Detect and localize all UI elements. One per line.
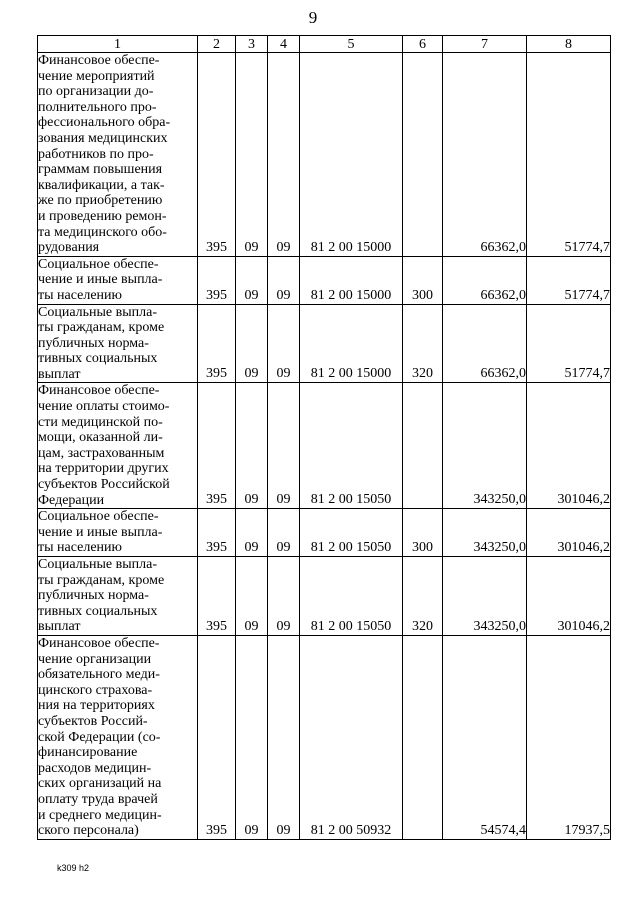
row-name-line: субъектов Российской [38, 477, 170, 493]
executed-amount-cell: 17937,5 [527, 635, 611, 839]
row-name-line: чение и иные выпла- [38, 524, 163, 540]
row-name-line: чение и иные выпла- [38, 272, 163, 288]
expense-type-cell [403, 53, 443, 257]
approved-amount-cell: 54574,4 [443, 635, 527, 839]
table-row [38, 383, 611, 509]
budget-table [37, 35, 611, 840]
code-cell: 395 [198, 557, 236, 636]
row-name-line: Федерации [38, 492, 105, 508]
target-article-cell: 81 2 00 15050 [300, 383, 403, 509]
subsection-cell: 09 [268, 383, 300, 509]
target-article-cell: 81 2 00 15000 [300, 256, 403, 304]
row-name-line: тивных социальных [38, 351, 158, 367]
table-row [38, 635, 611, 839]
row-name-cell [38, 635, 198, 839]
code-cell: 395 [198, 509, 236, 557]
row-name-line: и проведению ремон- [38, 208, 167, 224]
code-cell: 395 [198, 304, 236, 383]
row-name-line: выплат [38, 619, 81, 635]
executed-amount-cell: 51774,7 [527, 53, 611, 257]
row-name-line: чение оплаты стоимо- [38, 399, 170, 415]
row-name-line: Финансовое обеспе- [38, 383, 160, 399]
header-cell: 1 [38, 36, 198, 53]
row-name-line: рудования [38, 240, 100, 256]
executed-amount-cell: 301046,2 [527, 383, 611, 509]
row-name-line: ты гражданам, кроме [38, 320, 165, 336]
row-name-line: зования медицинских [38, 130, 168, 146]
row-name-cell [38, 383, 198, 509]
table-body [38, 53, 611, 840]
row-name-line: работников по про- [38, 146, 154, 162]
row-name-line: цам, застрахованным [38, 445, 165, 461]
row-name-line: публичных норма- [38, 588, 149, 604]
header-cell: 5 [300, 36, 403, 53]
row-name-line: квалификации, а так- [38, 177, 165, 193]
section-cell: 09 [236, 53, 268, 257]
row-name-line: ского персонала) [38, 823, 139, 839]
row-name-line: выплат [38, 366, 81, 382]
executed-amount-cell: 301046,2 [527, 509, 611, 557]
code-cell: 395 [198, 53, 236, 257]
row-name-line: Финансовое обеспе- [38, 53, 160, 68]
row-name-line: публичных норма- [38, 335, 149, 351]
approved-amount-cell: 66362,0 [443, 304, 527, 383]
table-row [38, 509, 611, 557]
expense-type-cell [403, 635, 443, 839]
row-name-line: тивных социальных [38, 603, 158, 619]
subsection-cell: 09 [268, 256, 300, 304]
subsection-cell: 09 [268, 509, 300, 557]
row-name-line: цинского страхова- [38, 682, 153, 698]
section-cell: 09 [236, 383, 268, 509]
row-name-line: фессионального обра- [38, 115, 171, 131]
row-name-line: ской Федерации (со- [38, 729, 161, 745]
expense-type-cell: 300 [403, 256, 443, 304]
table-row [38, 53, 611, 257]
row-name-line: Социальное обеспе- [38, 256, 159, 272]
row-name-line: Социальное обеспе- [38, 509, 159, 525]
subsection-cell: 09 [268, 635, 300, 839]
header-cell: 3 [236, 36, 268, 53]
section-cell: 09 [236, 557, 268, 636]
approved-amount-cell: 343250,0 [443, 509, 527, 557]
row-name-cell [38, 53, 198, 257]
expense-type-cell: 300 [403, 509, 443, 557]
expense-type-cell: 320 [403, 557, 443, 636]
row-name-cell [38, 256, 198, 304]
code-cell: 395 [198, 635, 236, 839]
row-name-line: граммам повышения [38, 162, 163, 178]
code-cell: 395 [198, 383, 236, 509]
subsection-cell: 09 [268, 557, 300, 636]
subsection-cell: 09 [268, 53, 300, 257]
row-name-line: ты населению [38, 287, 122, 303]
target-article-cell: 81 2 00 15050 [300, 509, 403, 557]
header-cell: 7 [443, 36, 527, 53]
row-name-line: ты населению [38, 540, 122, 556]
row-name-line: по организации до- [38, 84, 154, 100]
header-cell: 2 [198, 36, 236, 53]
row-name-line: обязательного меди- [38, 667, 160, 683]
section-cell: 09 [236, 304, 268, 383]
row-name-line: чение мероприятий [38, 68, 155, 84]
approved-amount-cell: 66362,0 [443, 53, 527, 257]
row-name-line: и среднего медицин- [38, 807, 162, 823]
section-cell: 09 [236, 509, 268, 557]
row-name-line: Социальные выпла- [38, 557, 158, 572]
row-name-line: сти медицинской по- [38, 414, 163, 430]
row-name-line: та медицинского обо- [38, 224, 167, 240]
target-article-cell: 81 2 00 15000 [300, 53, 403, 257]
expense-type-cell [403, 383, 443, 509]
row-name-line: Финансовое обеспе- [38, 635, 160, 651]
section-cell: 09 [236, 635, 268, 839]
row-name-line: на территории других [38, 461, 169, 477]
section-cell: 09 [236, 256, 268, 304]
row-name-line: ских организаций на [38, 776, 162, 792]
code-cell: 395 [198, 256, 236, 304]
header-cell: 4 [268, 36, 300, 53]
table-row [38, 557, 611, 636]
approved-amount-cell: 66362,0 [443, 256, 527, 304]
executed-amount-cell: 51774,7 [527, 256, 611, 304]
subsection-cell: 09 [268, 304, 300, 383]
table-row [38, 256, 611, 304]
footer-code: k309 h2 [57, 863, 90, 873]
row-name-cell [38, 304, 198, 383]
header-cell: 8 [527, 36, 611, 53]
row-name-line: субъектов Россий- [38, 713, 148, 729]
row-name-line: ты гражданам, кроме [38, 572, 165, 588]
row-name-line: оплату труда врачей [38, 791, 158, 807]
table-row [38, 304, 611, 383]
row-name-line: же по приобретению [38, 193, 163, 209]
expense-type-cell: 320 [403, 304, 443, 383]
row-name-line: мощи, оказанной ли- [38, 430, 163, 446]
row-name-line: чение организации [38, 651, 152, 667]
target-article-cell: 81 2 00 15000 [300, 304, 403, 383]
header-cell: 6 [403, 36, 443, 53]
row-name-line: расходов медицин- [38, 760, 152, 776]
approved-amount-cell: 343250,0 [443, 383, 527, 509]
header-row [38, 36, 611, 53]
row-name-line: финансирование [38, 745, 138, 761]
page-number: 9 [308, 8, 318, 27]
approved-amount-cell: 343250,0 [443, 557, 527, 636]
executed-amount-cell: 51774,7 [527, 304, 611, 383]
row-name-line: ния на территориях [38, 698, 155, 714]
row-name-line: полнительного про- [38, 99, 157, 115]
target-article-cell: 81 2 00 50932 [300, 635, 403, 839]
target-article-cell: 81 2 00 15050 [300, 557, 403, 636]
row-name-cell [38, 557, 198, 636]
row-name-line: Социальные выпла- [38, 304, 158, 320]
row-name-cell [38, 509, 198, 557]
executed-amount-cell: 301046,2 [527, 557, 611, 636]
